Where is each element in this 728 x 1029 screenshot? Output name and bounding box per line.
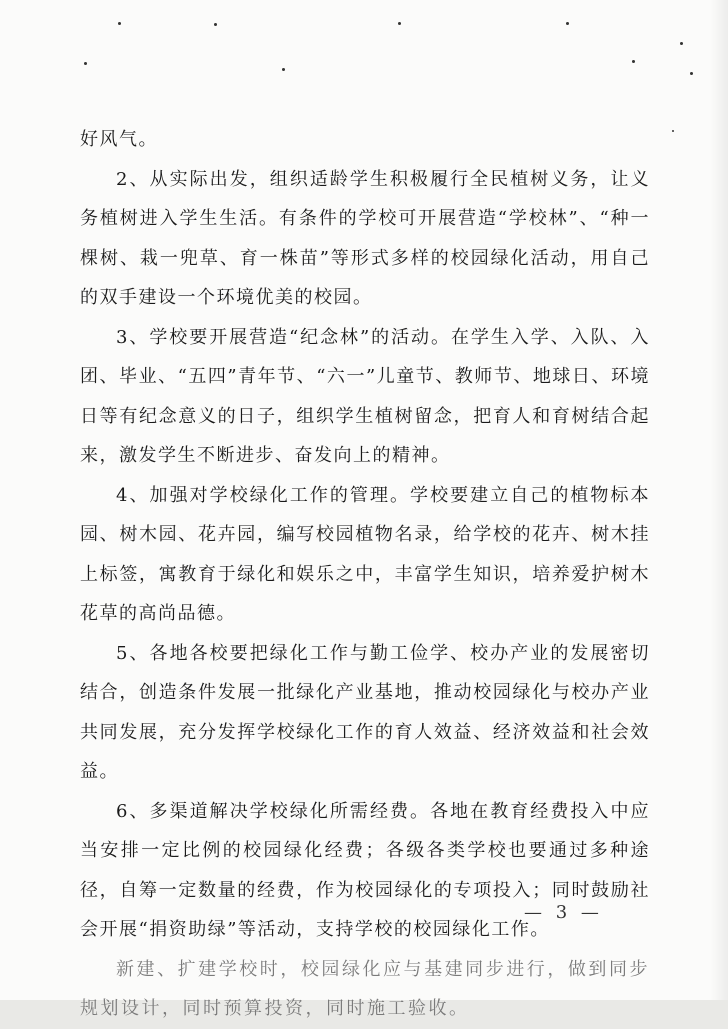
paragraph-item-3: 3、学校要开展营造“纪念林”的活动。在学生入学、入队、入团、毕业、“五四”青年节、“六一”儿童节、教师节、地球日、环境日等有纪念意义的日子，组织学生植树留念，把育人和育树结合起来，激发学生不断进步、奋发向上的精神。 bbox=[80, 326, 650, 466]
scan-speck bbox=[566, 22, 569, 25]
scan-speck bbox=[214, 23, 217, 26]
paragraph-new-construction: 新建、扩建学校时，校园绿化应与基建同步进行，做到同步规划设计，同时预算投资，同时施工验收。 bbox=[80, 958, 650, 1019]
scan-speck bbox=[118, 22, 121, 25]
scan-speck bbox=[84, 62, 87, 65]
scan-speck bbox=[680, 42, 683, 45]
paragraph-item-2: 2、从实际出发，组织适龄学生积极履行全民植树义务，让义务植树进入学生生活。有条件的学校可开展营造“学校林”、“种一棵树、栽一兜草、育一株苗”等形式多样的校园绿化活动，用自己的双手建设一个环境优美的校园。 bbox=[80, 168, 650, 308]
scan-speck bbox=[690, 72, 693, 75]
document-body bbox=[80, 120, 650, 1029]
paragraph-item-6: 6、多渠道解决学校绿化所需经费。各地在教育经费投入中应当安排一定比例的校园绿化经费；各级各类学校也要通过多种途径，自筹一定数量的经费，作为校园绿化的专项投入；同时鼓励社会开展“捐资助绿”等活动，支持学校的校园绿化工作。 bbox=[80, 800, 650, 940]
scan-speck bbox=[282, 68, 285, 71]
page-number: — 3 — bbox=[524, 902, 603, 923]
paragraph-item-4: 4、加强对学校绿化工作的管理。学校要建立自己的植物标本园、树木园、花卉园，编写校园植物名录，给学校的花卉、树木挂上标签，寓教育于绿化和娱乐之中，丰富学生知识，培养爱护树木花草的高尚品德。 bbox=[80, 484, 650, 624]
scan-shadow bbox=[710, 0, 728, 1000]
scan-speck bbox=[632, 60, 635, 63]
scan-speck bbox=[398, 22, 401, 25]
paragraph-continuation: 好风气。 bbox=[80, 129, 158, 150]
paragraph-item-5: 5、各地各校要把绿化工作与勤工俭学、校办产业的发展密切结合，创造条件发展一批绿化产业基地，推动校园绿化与校办产业共同发展，充分发挥学校绿化工作的育人效益、经济效益和社会效益。 bbox=[80, 642, 650, 782]
scan-speck bbox=[672, 130, 674, 132]
